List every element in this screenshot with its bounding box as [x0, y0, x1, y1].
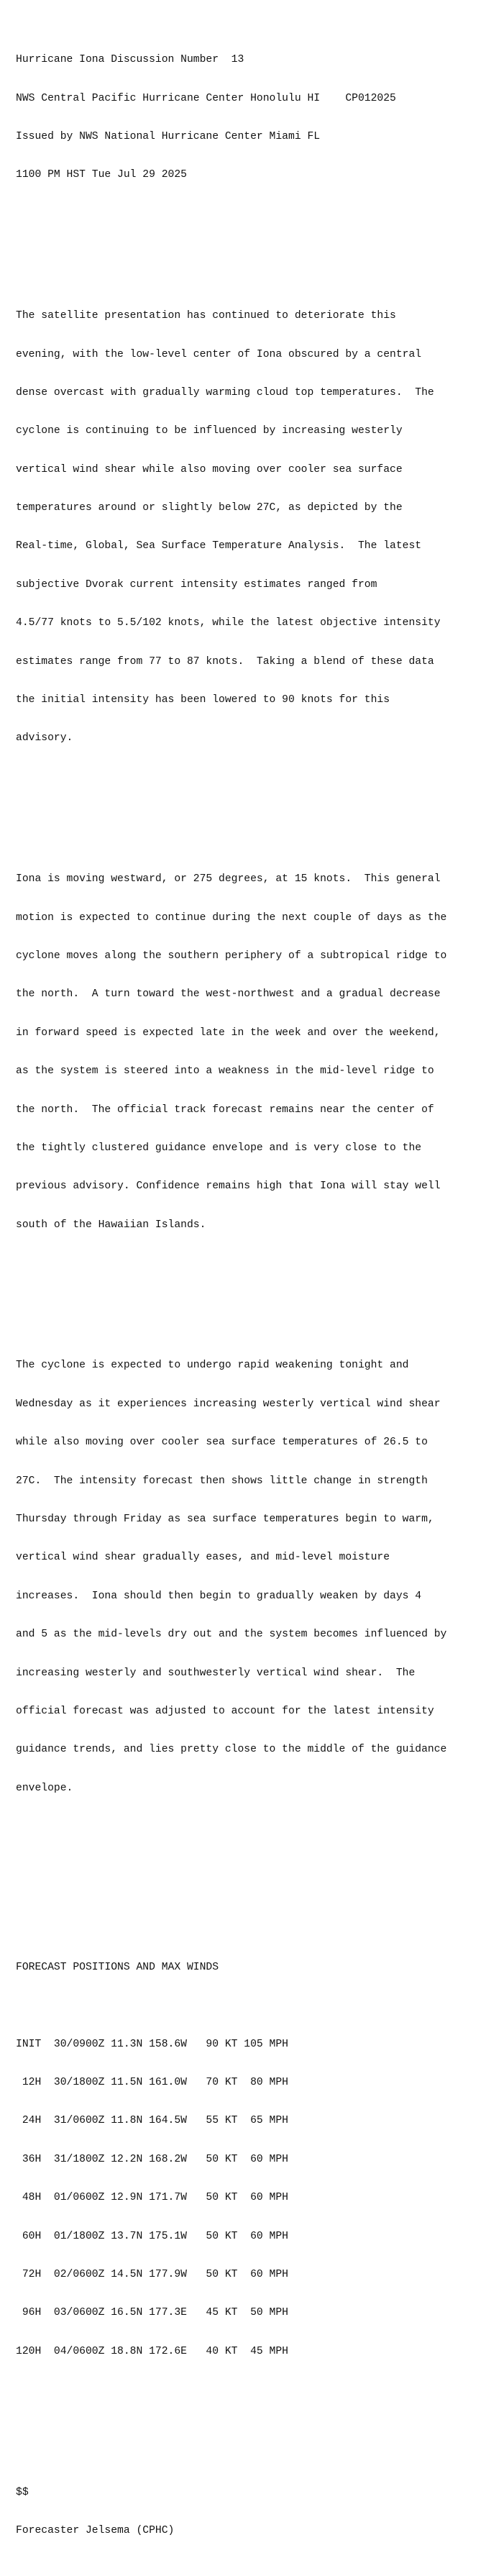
header-block	[16, 29, 446, 208]
end-marker: $$	[16, 2486, 29, 2498]
header-issued-by: Issued by NWS National Hurricane Center Miami FL	[16, 130, 321, 142]
text-line: the tightly clustered guidance envelope and is very close to the	[16, 1142, 422, 1154]
text-line: 27C. The intensity forecast then shows little change in strength	[16, 1475, 428, 1487]
blank-line	[16, 796, 446, 809]
blank-line	[16, 1847, 446, 1860]
forecast-row: 120H 04/0600Z 18.8N 172.6E 40 KT 45 MPH	[16, 2345, 288, 2357]
header-issuing-center: NWS Central Pacific Hurricane Center Honolulu HI CP012025	[16, 92, 396, 104]
forecast-row: 24H 31/0600Z 11.8N 164.5W 55 KT 65 MPH	[16, 2115, 288, 2127]
text-line: as the system is steered into a weakness in the mid-level ridge to	[16, 1065, 434, 1078]
text-line: Thursday through Friday as sea surface temperatures begin to warm,	[16, 1514, 434, 1526]
forecaster-signature: Forecaster Jelsema (CPHC)	[16, 2524, 175, 2536]
text-line: estimates range from 77 to 87 knots. Taking a blend of these data	[16, 655, 434, 668]
forecast-row: 72H 02/0600Z 14.5N 177.9W 50 KT 60 MPH	[16, 2269, 288, 2281]
text-line: evening, with the low-level center of Iona obscured by a central	[16, 348, 422, 360]
text-line: The cyclone is expected to undergo rapid weakening tonight and	[16, 1360, 409, 1372]
text-line: and 5 as the mid-levels dry out and the system becomes influenced by	[16, 1629, 447, 1641]
header-title: Hurricane Iona Discussion Number 13	[16, 54, 244, 66]
forecast-row: 48H 01/0600Z 12.9N 171.7W 50 KT 60 MPH	[16, 2192, 288, 2204]
text-line: 4.5/77 knots to 5.5/102 knots, while the latest objective intensity	[16, 617, 441, 629]
text-line: vertical wind shear while also moving over cooler sea surface	[16, 463, 403, 475]
forecast-row: 12H 30/1800Z 11.5N 161.0W 70 KT 80 MPH	[16, 2077, 288, 2089]
text-line: the north. The official track forecast remains near the center of	[16, 1103, 434, 1116]
blank-line	[16, 1283, 446, 1296]
forecast-row: 60H 01/1800Z 13.7N 175.1W 50 KT 60 MPH	[16, 2230, 288, 2242]
paragraph-intensity-forecast	[16, 1334, 446, 1821]
forecast-title: FORECAST POSITIONS AND MAX WINDS	[16, 1961, 219, 1973]
text-line: Real-time, Global, Sea Surface Temperature Analysis. The latest	[16, 540, 422, 552]
text-line: south of the Hawaiian Islands.	[16, 1219, 206, 1231]
text-line: subjective Dvorak current intensity estimates ranged from	[16, 578, 377, 591]
text-line: advisory.	[16, 732, 73, 745]
paragraph-track	[16, 848, 446, 1258]
text-line: Wednesday as it experiences increasing westerly vertical wind shear	[16, 1398, 441, 1410]
header-datetime: 1100 PM HST Tue Jul 29 2025	[16, 169, 187, 181]
blank-line	[16, 233, 446, 246]
blank-line	[16, 2000, 446, 2013]
discussion-document	[16, 3, 446, 2576]
text-line: the initial intensity has been lowered to 90 knots for this	[16, 694, 390, 706]
text-line: increases. Iona should then begin to gradually weaken by days 4	[16, 1590, 422, 1602]
text-line: cyclone is continuing to be influenced by increasing westerly	[16, 425, 403, 437]
text-line: envelope.	[16, 1782, 73, 1794]
text-line: in forward speed is expected late in the week and over the weekend,	[16, 1027, 441, 1039]
text-line: dense overcast with gradually warming cloud top temperatures. The	[16, 386, 434, 399]
forecast-row: 96H 03/0600Z 16.5N 177.3E 45 KT 50 MPH	[16, 2307, 288, 2319]
text-line: motion is expected to continue during the next couple of days as the	[16, 911, 447, 924]
text-line: temperatures around or slightly below 27C, as depicted by the	[16, 502, 403, 514]
text-line: guidance trends, and lies pretty close to the middle of the guidance	[16, 1744, 447, 1756]
text-line: previous advisory. Confidence remains high that Iona will stay well	[16, 1180, 441, 1193]
blank-line	[16, 2410, 446, 2423]
forecast-row: 36H 31/1800Z 12.2N 168.2W 50 KT 60 MPH	[16, 2153, 288, 2165]
text-line: The satellite presentation has continued to deteriorate this	[16, 310, 396, 322]
text-line: increasing westerly and southwesterly vertical wind shear. The	[16, 1667, 416, 1679]
text-line: while also moving over cooler sea surface temperatures of 26.5 to	[16, 1437, 428, 1449]
forecast-table	[16, 1936, 446, 2384]
text-line: official forecast was adjusted to account for the latest intensity	[16, 1705, 434, 1717]
paragraph-intensity	[16, 285, 446, 771]
text-line: vertical wind shear gradually eases, and mid-level moisture	[16, 1552, 390, 1564]
text-line: Iona is moving westward, or 275 degrees, at 15 knots. This general	[16, 873, 441, 886]
text-line: cyclone moves along the southern periphery of a subtropical ridge to	[16, 950, 447, 962]
forecast-row: INIT 30/0900Z 11.3N 158.6W 90 KT 105 MPH	[16, 2038, 288, 2050]
text-line: the north. A turn toward the west-northwest and a gradual decrease	[16, 988, 441, 1001]
blank-line	[16, 1885, 446, 1898]
footer-block	[16, 2461, 446, 2563]
